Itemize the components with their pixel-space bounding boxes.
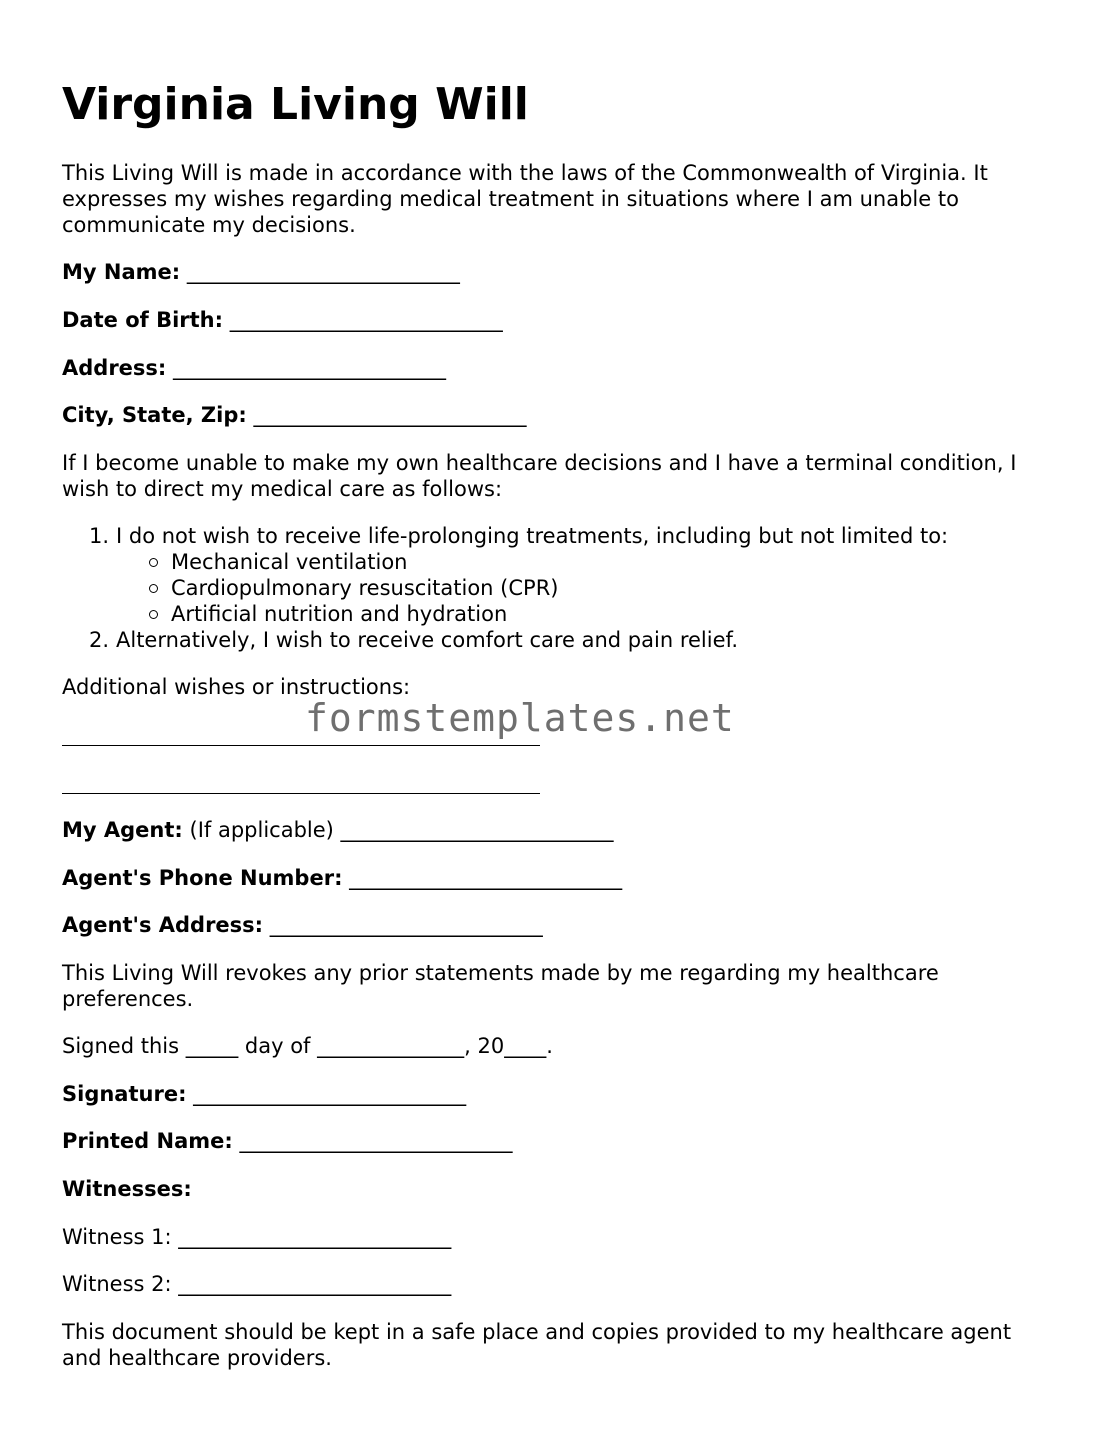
- agent-phone-blank: __________________________: [349, 866, 623, 890]
- sub-list-item-text: Cardiopulmonary resuscitation (CPR): [171, 576, 559, 600]
- list-item-number: 2.: [89, 628, 110, 652]
- witnesses-heading-text: Witnesses:: [62, 1177, 192, 1201]
- agent-blank: __________________________: [340, 818, 614, 842]
- circle-bullet-icon: [149, 610, 158, 619]
- circle-bullet-icon: [149, 558, 158, 567]
- agent-field: [62, 817, 614, 843]
- watermark-text: formstemplates.net: [305, 696, 735, 740]
- revocation-paragraph: This Living Will revokes any prior statements made by me regarding my healthcare preferences.: [62, 961, 939, 1011]
- witness-2-field: [62, 1271, 451, 1297]
- agent-phone-field: [62, 865, 622, 891]
- witness-2-blank: __________________________: [178, 1272, 452, 1296]
- city-state-zip-field: [62, 402, 526, 428]
- agent-phone-label: Agent's Phone Number:: [62, 866, 343, 890]
- closing-paragraph: This document should be kept in a safe place and copies provided to my healthcare agent and healthcare providers.: [62, 1320, 1012, 1370]
- list-item-number: 1.: [89, 524, 110, 548]
- additional-wishes-line-2: [62, 793, 540, 794]
- signature-label: Signature:: [62, 1082, 187, 1106]
- page-title: Virginia Living Will: [62, 79, 529, 130]
- directive-list: [62, 523, 1057, 653]
- agent-address-blank: __________________________: [269, 913, 543, 937]
- witness-1-label: Witness 1:: [62, 1225, 172, 1249]
- address-blank: __________________________: [173, 356, 447, 380]
- my-name-field: [62, 259, 460, 285]
- circle-bullet-icon: [149, 584, 158, 593]
- directive-intro-paragraph: If I become unable to make my own healthcare decisions and I have a terminal condition, I wish to direct my medical care as follows:: [62, 451, 1017, 501]
- agent-address-field: [62, 912, 543, 938]
- city-state-zip-blank: __________________________: [253, 403, 527, 427]
- date-of-birth-label: Date of Birth:: [62, 308, 224, 332]
- sub-list-item: [62, 575, 1057, 601]
- signature-blank: __________________________: [193, 1082, 467, 1106]
- signature-field: [62, 1081, 466, 1107]
- witness-1-blank: __________________________: [178, 1225, 452, 1249]
- printed-name-label: Printed Name:: [62, 1129, 233, 1153]
- additional-wishes-label: Additional wishes or instructions:: [62, 675, 411, 699]
- my-name-label: My Name:: [62, 260, 181, 284]
- witness-2-label: Witness 2:: [62, 1272, 172, 1296]
- additional-wishes-line-1: [62, 745, 540, 746]
- agent-label: My Agent:: [62, 818, 183, 842]
- signed-date-line: Signed this _____ day of ______________, 20____.: [62, 1034, 553, 1058]
- sub-list-item: [62, 601, 1057, 627]
- printed-name-field: [62, 1128, 512, 1154]
- list-item: [62, 627, 1057, 653]
- witnesses-heading: [62, 1176, 192, 1202]
- list-item-text: I do not wish to receive life-prolonging treatments, including but not limited to:: [116, 524, 949, 548]
- agent-note: (If applicable): [189, 818, 334, 842]
- address-label: Address:: [62, 356, 167, 380]
- date-of-birth-field: [62, 307, 503, 333]
- date-of-birth-blank: __________________________: [229, 308, 503, 332]
- my-name-blank: __________________________: [186, 260, 460, 284]
- city-state-zip-label: City, State, Zip:: [62, 403, 247, 427]
- sub-list-item-text: Mechanical ventilation: [171, 550, 408, 574]
- witness-1-field: [62, 1224, 451, 1250]
- sub-list-item-text: Artificial nutrition and hydration: [171, 602, 508, 626]
- list-item-text: Alternatively, I wish to receive comfort care and pain relief.: [116, 628, 739, 652]
- agent-address-label: Agent's Address:: [62, 913, 264, 937]
- intro-paragraph: This Living Will is made in accordance with the laws of the Commonwealth of Virginia. It expresses my wishes regarding medical treatment in situations where I am unable to communicate my decisions.: [62, 161, 988, 237]
- sub-list-item: [62, 549, 1057, 575]
- list-item: [62, 523, 1057, 549]
- address-field: [62, 355, 446, 381]
- printed-name-blank: __________________________: [239, 1129, 513, 1153]
